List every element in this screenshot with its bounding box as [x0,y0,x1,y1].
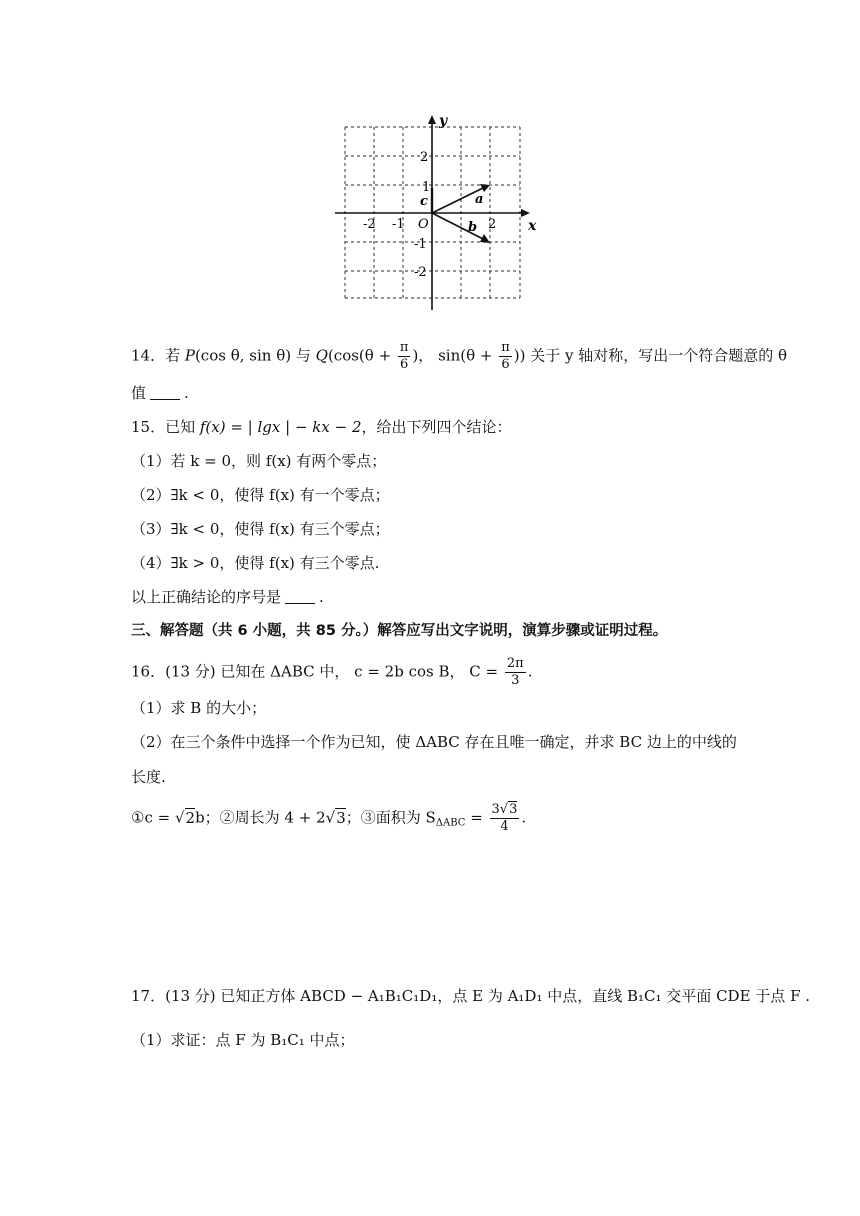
x-axis-label: x [528,218,537,234]
y-tick-1: 1 [422,180,431,195]
answer-blank [150,385,180,400]
x-axis-arrow [521,209,530,217]
q15-item-1: （1）若 k = 0，则 f(x) 有两个零点； [131,452,387,470]
q17-stem: 17．(13 分) 已知正方体 ABCD − A₁B₁C₁D₁，点 E 为 A₁D₁ 中点，直线 B₁C₁ 交平面 CDE 于点 F . [131,987,811,1005]
q16-stem: 16．(13 分) 已知在 ΔABC 中， c = 2b cos B， C = $\frac{2\pi}{3}$ . [131,656,533,688]
y-axis-arrow [428,115,436,124]
q15-answer-line: 以上正确结论的序号是 . [131,588,324,606]
y-axis-label: y [439,113,448,129]
q16-part1: （1）求 B 的大小； [131,699,267,717]
vector-grid-figure [330,112,540,312]
vector-a-label: a [475,192,484,207]
origin-label: O [418,217,429,232]
answer-blank [285,589,315,604]
q16-conditions: ①c = √2b；②周长为 4 + 2√3；③面积为 $S_{\Delta ABC}$ = $\frac{3√3}{4}$ . [131,802,527,834]
area-fraction: $\frac{3√3}{4}$ [491,802,518,834]
x-tick-2: 2 [488,217,497,232]
q15-stem: 15．已知 f(x) = | lgx | − kx − 2，给出下列四个结论： [131,418,512,436]
y-tick--1: -1 [414,237,427,252]
x-tick--2: -2 [363,217,376,232]
q15-item-2: （2）∃k < 0，使得 f(x) 有一个零点； [131,486,390,504]
y-tick-2: 2 [420,150,429,165]
pi-over-6-fraction-2: $\frac{\pi}{6}$ [501,340,510,372]
x-tick--1: -1 [392,217,405,232]
q16-part2-line1: （2）在三个条件中选择一个作为已知，使 ΔABC 存在且唯一确定，并求 BC 边上的中线的 [131,733,737,751]
vector-b-label: b [468,220,478,235]
vector-c-label: c [420,194,428,209]
y-tick--2: -2 [414,265,427,280]
q15-item-4: （4）∃k > 0，使得 f(x) 有三个零点. [131,554,380,572]
pi-over-6-fraction: $\frac{\pi}{6}$ [399,340,409,372]
q17-part1: （1）求证：点 F 为 B₁C₁ 中点； [131,1031,355,1049]
q16-part2-line2: 长度. [131,768,166,786]
q14-line2: 值 . [131,384,189,402]
q14-line1: 14．若 P(cos θ, sin θ) 与 Q(cos(θ + $\frac{\pi}{6}$ )， sin(θ + $\frac{\pi}{6}$ )) 关于 y 轴对称，写出一个符合题意的 θ [131,340,788,372]
q15-item-3: （3）∃k < 0，使得 f(x) 有三个零点； [131,520,390,538]
two-pi-over-3-fraction: $\frac{2\pi}{3}$ [506,656,524,688]
section-heading: 三、解答题（共 6 小题，共 85 分。）解答应写出文字说明，演算步骤或证明过程。 [131,623,668,639]
